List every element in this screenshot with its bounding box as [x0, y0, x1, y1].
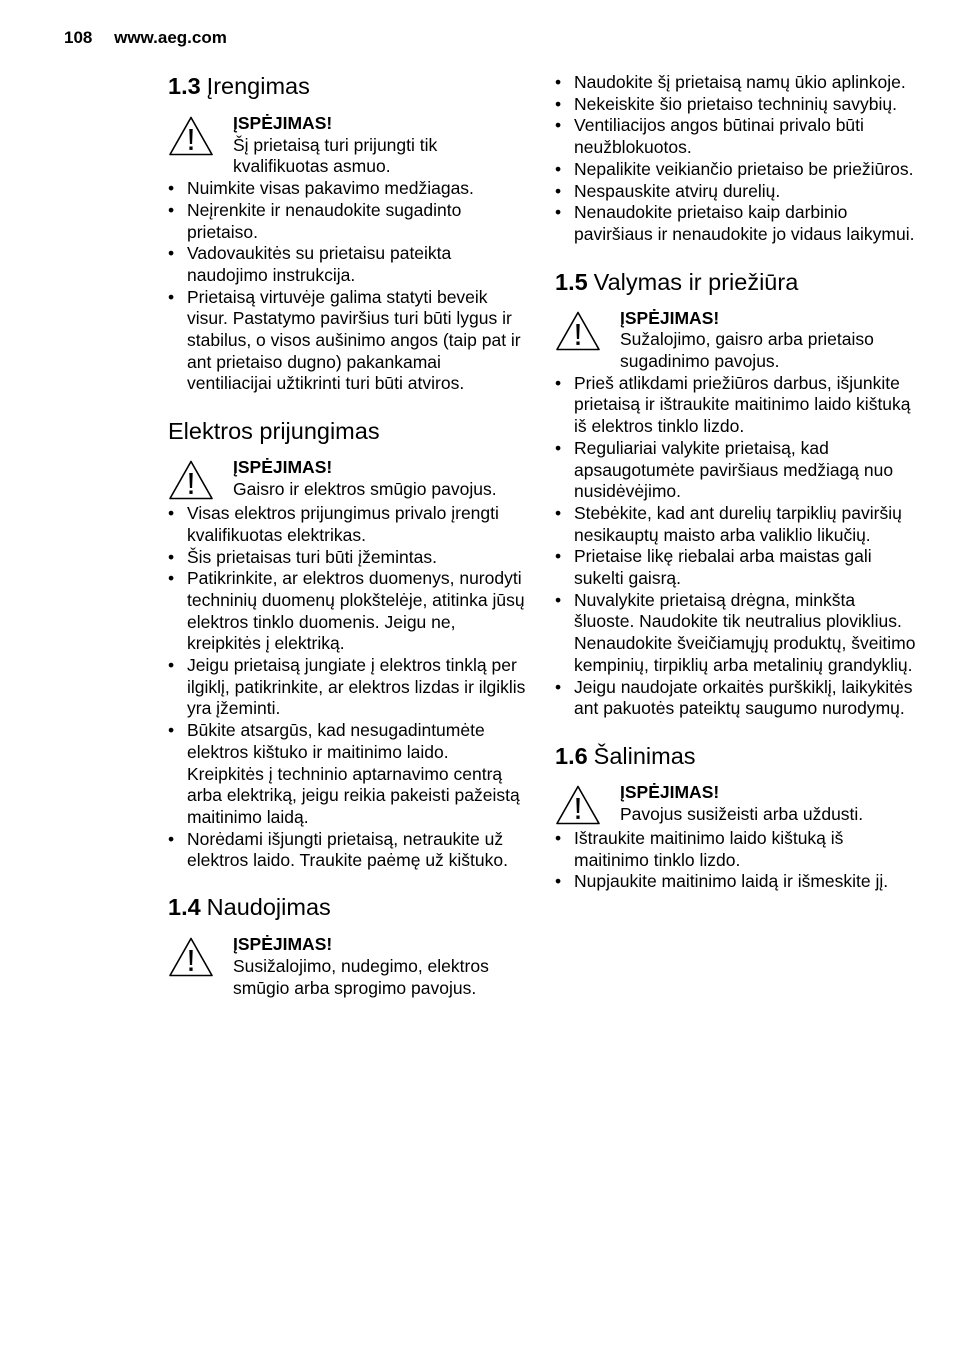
section-heading-electrical — [168, 417, 530, 445]
list-item: • Nenaudokite prietaiso kaip darbinio paviršiaus ir nenaudokite jo vidaus laikymui. — [555, 202, 917, 245]
warning-title: ĮSPĖJIMAS! — [233, 934, 333, 955]
section-number: 1.4 — [168, 894, 201, 921]
section-heading-installation — [168, 72, 530, 100]
right-column — [555, 72, 917, 893]
website-url: www.aeg.com — [114, 28, 227, 47]
section-title: Šalinimas — [593, 742, 696, 769]
warning-text: Pavojus susižeisti arba uždusti. — [620, 803, 864, 824]
list-item: • Nepalikite veikiančio prietaiso be priežiūros. — [555, 159, 917, 181]
warning-text: Gaisro ir elektros smūgio pavojus. — [233, 478, 497, 499]
list-item: • Prietaise likę riebalai arba maistas gali sukelti gaisrą. — [555, 546, 917, 589]
section-number: 1.5 — [555, 268, 588, 295]
warning-title: ĮSPĖJIMAS! — [620, 307, 720, 328]
section-title: Elektros prijungimas — [168, 418, 380, 445]
section-number: 1.3 — [168, 73, 201, 99]
warning-text: Šį prietaisą turi prijungti tik kvalifikuotas asmuo. — [233, 134, 438, 177]
warning-disposal — [555, 782, 917, 828]
list-item: • Prietaisą virtuvėje galima statyti beveik visur. Pastatymo paviršius turi būti lygus ir stabilus, o visos aušinimo angos (taip pat ir ant prietaiso dugno) pakankamai ventiliacijai užtikrinti turi būti atviros. — [168, 287, 530, 396]
list-item: • Būkite atsargūs, kad nesugadintumėte elektros kištuko ir maitinimo laido. Kreipkitės į techninio aptarnavimo centrą arba elektriką, jeigu reikia pakeisti pažeistą maitinimo laidą. — [168, 720, 530, 829]
warning-text: Susižalojimo, nudegimo, elektros smūgio arba sprogimo pavojus. — [233, 955, 489, 998]
section-title: Valymas ir priežiūra — [593, 268, 799, 295]
disposal-list — [555, 828, 917, 893]
section-title: Naudojimas — [206, 894, 331, 921]
warning-electrical — [168, 457, 530, 503]
warning-icon — [555, 784, 601, 826]
page-number: 108 — [64, 28, 93, 47]
section-heading-use — [168, 893, 530, 921]
electrical-list — [168, 503, 530, 872]
section-number: 1.6 — [555, 742, 588, 769]
use-list — [555, 72, 917, 246]
warning-title: ĮSPĖJIMAS! — [620, 781, 720, 802]
list-item: • Šis prietaisas turi būti įžemintas. — [168, 547, 530, 569]
list-item: • Ventiliacijos angos būtinai privalo būti neužblokuotos. — [555, 115, 917, 158]
list-item: • Prieš atlikdami priežiūros darbus, išjunkite prietaisą ir ištraukite maitinimo laido kištuką iš elektros tinklo lizdo. — [555, 373, 917, 438]
list-item: • Vadovaukitės su prietaisu pateikta naudojimo instrukcija. — [168, 243, 530, 286]
list-item: • Nuvalykite prietaisą drėgna, minkšta šluoste. Naudokite tik neutralius ploviklius. Nenaudokite šveičiamųjų produktų, šveitimo kempinių, tirpiklių arba metalinių grandyklių. — [555, 590, 917, 677]
warning-use — [168, 934, 530, 999]
list-item: • Jeigu prietaisą jungiate į elektros tinklą per ilgiklį, patikrinkite, ar elektros lizdas ir ilgiklis yra įžeminti. — [168, 655, 530, 720]
list-item: • Nespauskite atvirų durelių. — [555, 181, 917, 203]
warning-icon — [555, 310, 601, 352]
section-title: Įrengimas — [206, 73, 310, 99]
list-item: • Neįrenkite ir nenaudokite sugadinto prietaiso. — [168, 200, 530, 243]
warning-cleaning — [555, 308, 917, 373]
warning-installation — [168, 113, 530, 178]
warning-icon — [168, 459, 214, 501]
list-item: • Naudokite šį prietaisą namų ūkio aplinkoje. — [555, 72, 917, 94]
list-item: • Nuimkite visas pakavimo medžiagas. — [168, 178, 530, 200]
warning-icon — [168, 115, 214, 157]
list-item: • Ištraukite maitinimo laido kištuką iš maitinimo tinklo lizdo. — [555, 828, 917, 871]
list-item: • Reguliariai valykite prietaisą, kad apsaugotumėte paviršiaus medžiagą nuo nusidėvėjimo. — [555, 438, 917, 503]
list-item: • Jeigu naudojate orkaitės purškiklį, laikykitės ant pakuotės pateiktų saugumo nurodymų. — [555, 677, 917, 720]
list-item: • Nupjaukite maitinimo laidą ir išmeskite jį. — [555, 871, 917, 893]
warning-title: ĮSPĖJIMAS! — [233, 457, 333, 478]
page-header — [64, 28, 227, 48]
list-item: • Stebėkite, kad ant durelių tarpiklių paviršių nesikauptų maisto arba valiklio likučių. — [555, 503, 917, 546]
cleaning-list — [555, 373, 917, 720]
warning-text: Sužalojimo, gaisro arba prietaiso sugadinimo pavojus. — [620, 329, 874, 372]
warning-icon — [168, 936, 214, 978]
installation-list — [168, 178, 530, 395]
list-item: • Norėdami išjungti prietaisą, netraukite už elektros laido. Traukite paėmę už kištuko. — [168, 829, 530, 872]
left-column — [168, 72, 530, 999]
section-heading-disposal — [555, 742, 917, 770]
list-item: • Visas elektros prijungimus privalo įrengti kvalifikuotas elektrikas. — [168, 503, 530, 546]
section-heading-cleaning — [555, 268, 917, 296]
list-item: • Nekeiskite šio prietaiso techninių savybių. — [555, 94, 917, 116]
warning-title: ĮSPĖJIMAS! — [233, 113, 333, 133]
list-item: • Patikrinkite, ar elektros duomenys, nurodyti techninių duomenų plokštelėje, atitinka jūsų elektros tinklo duomenis. Jeigu ne, kreipkitės į elektriką. — [168, 568, 530, 655]
